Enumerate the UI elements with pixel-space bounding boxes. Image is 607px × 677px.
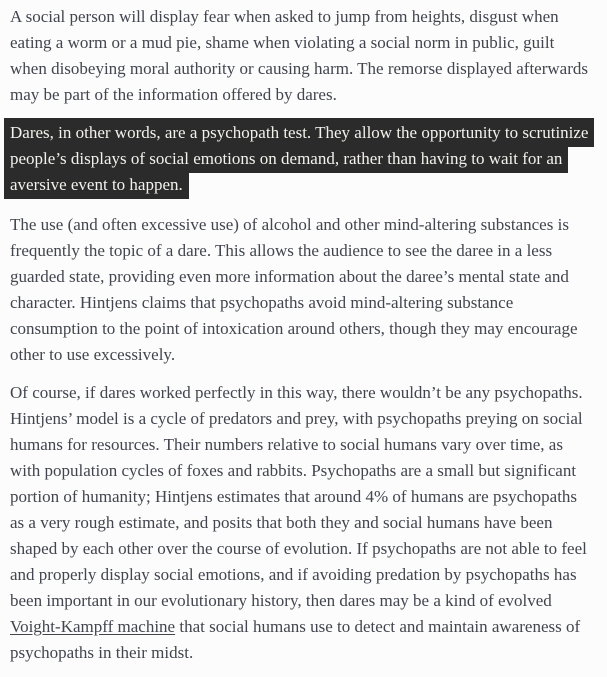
paragraph-highlighted bbox=[4, 120, 601, 198]
paragraph-evolution bbox=[10, 380, 595, 666]
paragraph-alcohol: The use (and often excessive use) of alcohol and other mind-altering substances is frequently the topic of a dare. This allows the audience to see the daree in a less guarded state, providing even more information about the daree’s mental state and character. Hintjens claims that psychopaths avoid mind-altering substance consumption to the point of intoxication around others, though they may encourage other to use excessively. bbox=[10, 215, 578, 364]
paragraph-evolution-before-link: Of course, if dares worked perfectly in this way, there wouldn’t be any psychopaths. Hintjens’ model is a cycle of predators and prey, with psychopaths preying on social humans for resources. Their numbers relative to social humans vary over time, as with population cycles of foxes and rabbits. Psychopaths are a small but significant portion of humanity; Hintjens estimates that around 4% of humans are psychopaths as a very rough estimate, and posits that both they and social humans have been shaped by each other over the course of evolution. If psychopaths are not able to feel and properly display social emotions, and if avoiding predation by psychopaths has been important in our evolutionary history, then dares may be a kind of evolved bbox=[10, 383, 587, 610]
paragraph-social-emotions: A social person will display fear when asked to jump from heights, disgust when eating a worm or a mud pie, shame when violating a social norm in public, guilt when disobeying moral authority or causing harm. The remorse displayed afterwards may be part of the information offered by dares. bbox=[10, 7, 588, 104]
voight-kampff-link[interactable]: Voight-Kampff machine bbox=[10, 617, 176, 636]
highlighted-text: Dares, in other words, are a psychopath test. They allow the opportunity to scrutinize people’s displays of social emotions on demand, rather than having to wait for an aversive event to happen. bbox=[4, 118, 594, 199]
paragraph-evolution-after-link: that social humans use to detect and maintain awareness of psychopaths in their midst. bbox=[10, 617, 581, 662]
